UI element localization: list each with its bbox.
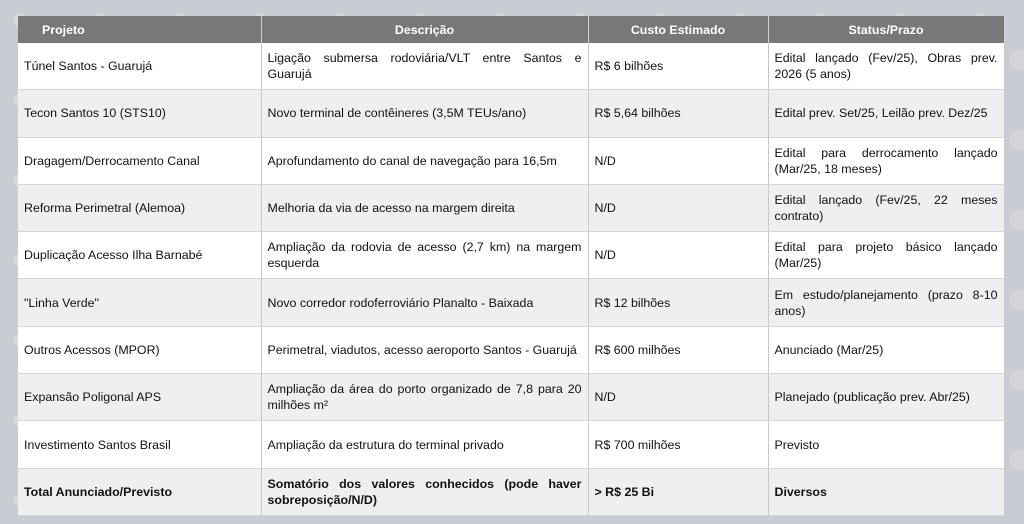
cell-status: Planejado (publicação prev. Abr/25) xyxy=(768,374,1004,421)
cell-descricao: Novo corredor rodoferroviário Planalto - Baixada xyxy=(261,279,588,326)
cell-descricao: Novo terminal de contêineres (3,5M TEUs/ano) xyxy=(261,90,588,137)
cell-descricao: Perimetral, viadutos, acesso aeroporto Santos - Guarujá xyxy=(261,326,588,373)
projects-table-container xyxy=(18,16,1004,516)
table-row xyxy=(18,90,1004,137)
cell-custo: > R$ 25 Bi xyxy=(588,468,768,515)
cell-projeto: Expansão Poligonal APS xyxy=(18,374,261,421)
cell-descricao: Somatório dos valores conhecidos (pode haver sobreposição/N/D) xyxy=(261,468,588,515)
cell-status: Edital lançado (Fev/25, 22 meses contrato) xyxy=(768,184,1004,231)
cell-status: Anunciado (Mar/25) xyxy=(768,326,1004,373)
cell-projeto: Outros Acessos (MPOR) xyxy=(18,326,261,373)
cell-projeto: Tecon Santos 10 (STS10) xyxy=(18,90,261,137)
table-row xyxy=(18,326,1004,373)
cell-custo: N/D xyxy=(588,374,768,421)
cell-custo: R$ 600 milhões xyxy=(588,326,768,373)
cell-descricao: Aprofundamento do canal de navegação para 16,5m xyxy=(261,137,588,184)
cell-custo: N/D xyxy=(588,184,768,231)
header-descricao: Descrição xyxy=(261,16,588,43)
table-row xyxy=(18,184,1004,231)
cell-projeto: Túnel Santos - Guarujá xyxy=(18,43,261,90)
cell-status: Edital lançado (Fev/25), Obras prev. 2026 (5 anos) xyxy=(768,43,1004,90)
cell-projeto: Total Anunciado/Previsto xyxy=(18,468,261,515)
cell-projeto: Investimento Santos Brasil xyxy=(18,421,261,468)
cell-descricao: Ampliação da estrutura do terminal privado xyxy=(261,421,588,468)
cell-custo: R$ 12 bilhões xyxy=(588,279,768,326)
table-row xyxy=(18,279,1004,326)
cell-status: Em estudo/planejamento (prazo 8-10 anos) xyxy=(768,279,1004,326)
header-custo: Custo Estimado xyxy=(588,16,768,43)
cell-custo: R$ 6 bilhões xyxy=(588,43,768,90)
cell-custo: R$ 700 milhões xyxy=(588,421,768,468)
header-status: Status/Prazo xyxy=(768,16,1004,43)
cell-status: Diversos xyxy=(768,468,1004,515)
cell-status: Previsto xyxy=(768,421,1004,468)
cell-custo: N/D xyxy=(588,137,768,184)
projects-table xyxy=(18,16,1005,516)
cell-status: Edital para projeto básico lançado (Mar/25) xyxy=(768,232,1004,279)
total-row xyxy=(18,468,1004,515)
cell-status: Edital prev. Set/25, Leilão prev. Dez/25 xyxy=(768,90,1004,137)
cell-projeto: "Linha Verde" xyxy=(18,279,261,326)
cell-descricao: Ampliação da área do porto organizado de 7,8 para 20 milhões m² xyxy=(261,374,588,421)
cell-projeto: Reforma Perimetral (Alemoa) xyxy=(18,184,261,231)
cell-projeto: Duplicação Acesso Ilha Barnabé xyxy=(18,232,261,279)
cell-custo: N/D xyxy=(588,232,768,279)
table-header-row xyxy=(18,16,1004,43)
table-row xyxy=(18,137,1004,184)
table-row xyxy=(18,421,1004,468)
cell-custo: R$ 5,64 bilhões xyxy=(588,90,768,137)
table-row xyxy=(18,43,1004,90)
cell-descricao: Ligação submersa rodoviária/VLT entre Santos e Guarujá xyxy=(261,43,588,90)
cell-descricao: Ampliação da rodovia de acesso (2,7 km) na margem esquerda xyxy=(261,232,588,279)
cell-projeto: Dragagem/Derrocamento Canal xyxy=(18,137,261,184)
cell-descricao: Melhoria da via de acesso na margem direita xyxy=(261,184,588,231)
header-projeto: Projeto xyxy=(18,16,261,43)
table-row xyxy=(18,232,1004,279)
table-row xyxy=(18,374,1004,421)
cell-status: Edital para derrocamento lançado (Mar/25, 18 meses) xyxy=(768,137,1004,184)
